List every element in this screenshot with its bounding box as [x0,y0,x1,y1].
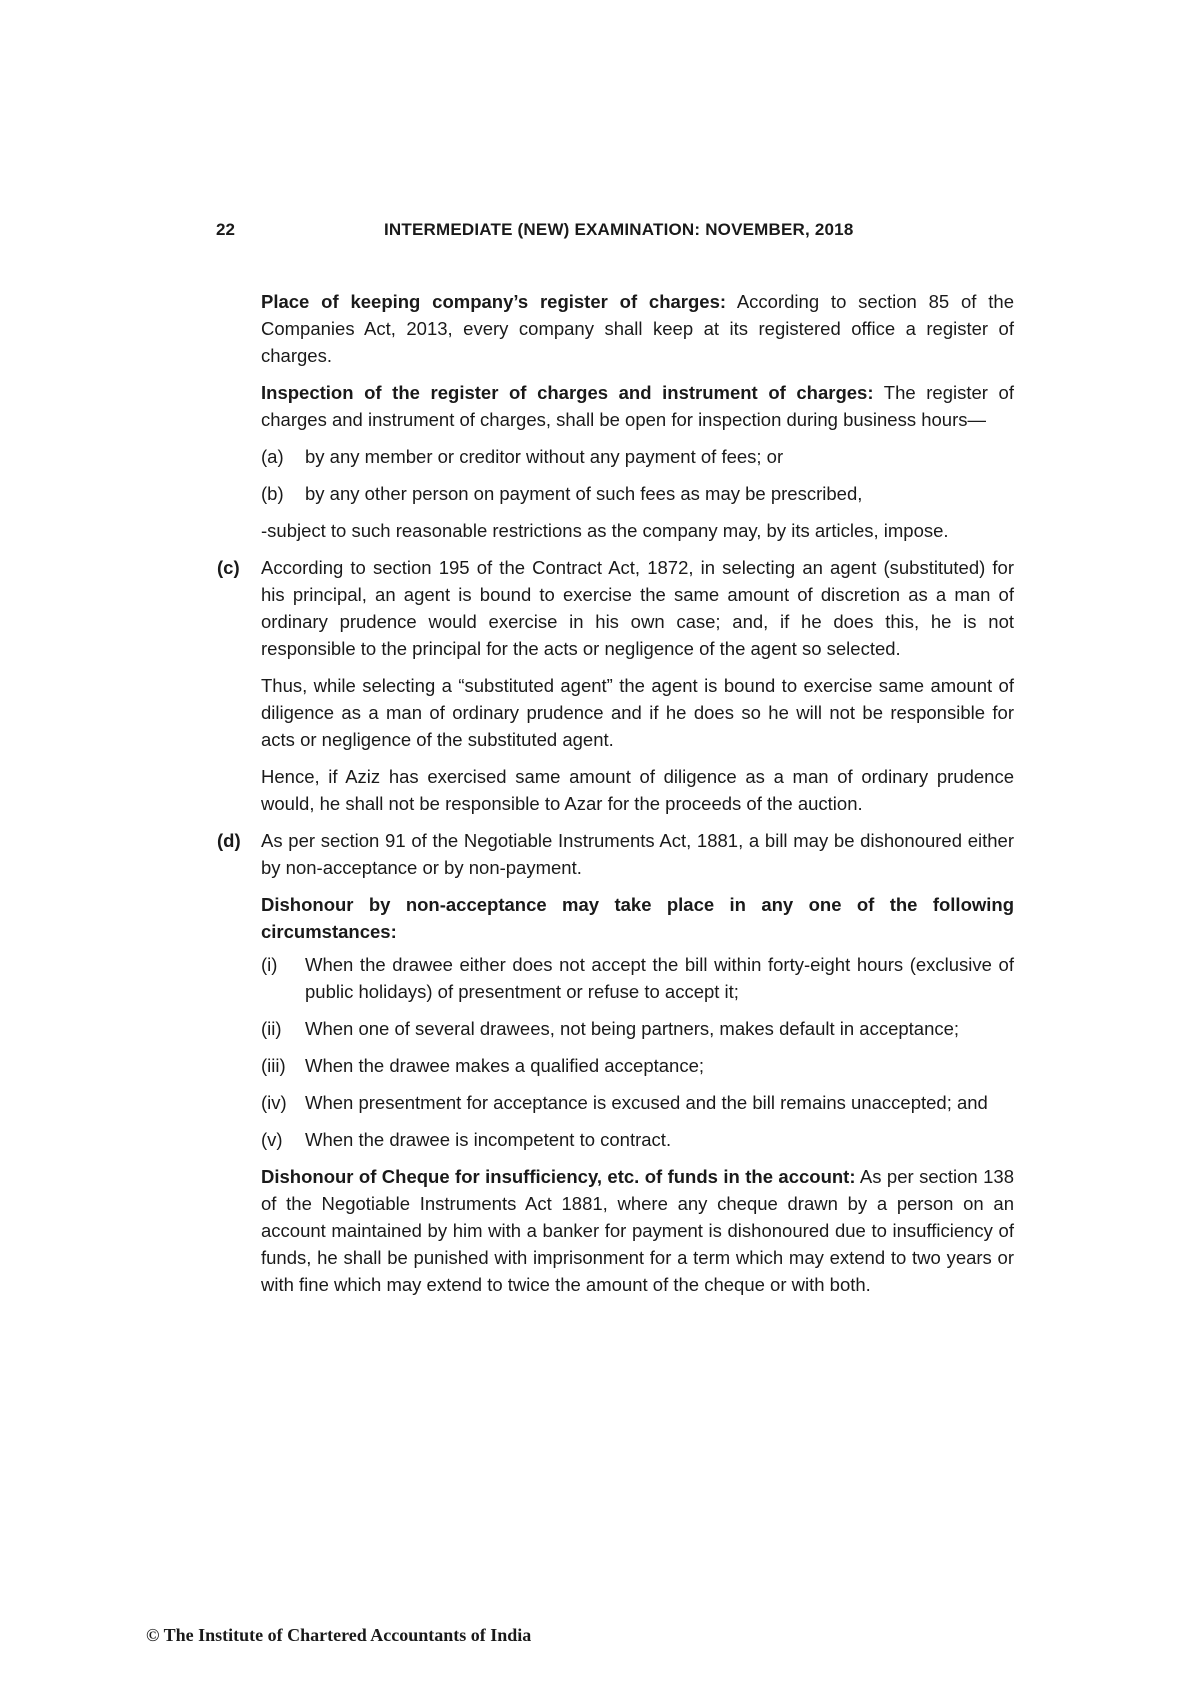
section-c [217,554,1014,817]
register-location-text: According to section 85 of the Companies Act, 2013, every company shall keep at its registered office a register of charges. [261,291,1014,366]
section-c-paragraph-3: Hence, if Aziz has exercised same amount of diligence as a man of ordinary prudence would, he shall not be responsible to Azar for the proceeds of the auction. [261,766,1014,814]
cheque-dishonour-paragraph [261,1163,1014,1298]
non-acceptance-subheading: Dishonour by non-acceptance may take place in any one of the following circumstances: [261,894,1014,942]
section-c-marker: (c) [217,557,240,578]
register-location-heading: Place of keeping company’s register of charges: [261,291,727,312]
section-d-paragraph-1: As per section 91 of the Negotiable Instruments Act, 1881, a bill may be dishonoured either by non-acceptance or by non-payment. [261,830,1014,878]
list-item [261,951,1014,1005]
section-d-marker: (d) [217,830,241,851]
list-item [261,480,1014,507]
inspection-text: The register of charges and instrument of charges, shall be open for inspection during business hours— [261,382,1014,430]
list-item [261,1015,1014,1042]
cheque-dishonour-heading: Dishonour of Cheque for insufficiency, etc. of funds in the account: [261,1166,856,1187]
list-marker: (iii) [261,1055,286,1076]
list-marker: (b) [261,483,284,504]
list-item [261,1126,1014,1153]
page-number: 22 [216,220,235,239]
section-c-paragraph-2: Thus, while selecting a “substituted agent” the agent is bound to exercise same amount of diligence as a man of ordinary prudence and if he does so he will not be responsible for acts or negligence of the substituted agent. [261,675,1014,750]
list-item [261,1052,1014,1079]
list-item [261,1089,1014,1116]
inspection-closing: -subject to such reasonable restrictions as the company may, by its articles, impose. [261,520,949,541]
inspection-paragraph [261,379,1014,433]
list-marker: (iv) [261,1092,287,1113]
cheque-dishonour-text: As per section 138 of the Negotiable Instruments Act 1881, where any cheque drawn by a person on an account maintained by him with a banker for payment is dishonoured due to insufficiency of funds, he shall be punished with imprisonment for a term which may extend to two years or with fine which may extend to twice the amount of the cheque or with both. [261,1166,1014,1295]
running-header: INTERMEDIATE (NEW) EXAMINATION: NOVEMBER, 2018 [384,220,854,239]
section-d [217,827,1014,1298]
list-marker: (v) [261,1129,283,1150]
copyright-footer: © The Institute of Chartered Accountants of India [146,1625,532,1645]
section-c-paragraph-1: According to section 195 of the Contract Act, 1872, in selecting an agent (substituted) for his principal, an agent is bound to exercise the same amount of discretion as a man of ordinary prudence would exercise in his own case; and, if he does this, he is not responsible to the principal for the acts or negligence of the agent so selected. [261,557,1014,659]
register-location-paragraph [261,288,1014,369]
list-item-text: When the drawee makes a qualified acceptance; [305,1055,705,1076]
list-marker: (ii) [261,1018,282,1039]
list-item-text: When one of several drawees, not being partners, makes default in acceptance; [305,1018,960,1039]
list-item [261,443,1014,470]
list-item-text: by any member or creditor without any payment of fees; or [305,446,784,467]
list-item-text: When presentment for acceptance is excused and the bill remains unaccepted; and [305,1092,988,1113]
list-marker: (a) [261,446,284,467]
list-marker: (i) [261,954,278,975]
inspection-heading: Inspection of the register of charges and instrument of charges: [261,382,874,403]
page-content [217,288,1014,1308]
list-item-text: by any other person on payment of such fees as may be prescribed, [305,483,863,504]
list-item-text: When the drawee either does not accept the bill within forty-eight hours (exclusive of public holidays) of presentment or refuse to accept it; [305,954,1014,1002]
list-item-text: When the drawee is incompetent to contract. [305,1129,672,1150]
